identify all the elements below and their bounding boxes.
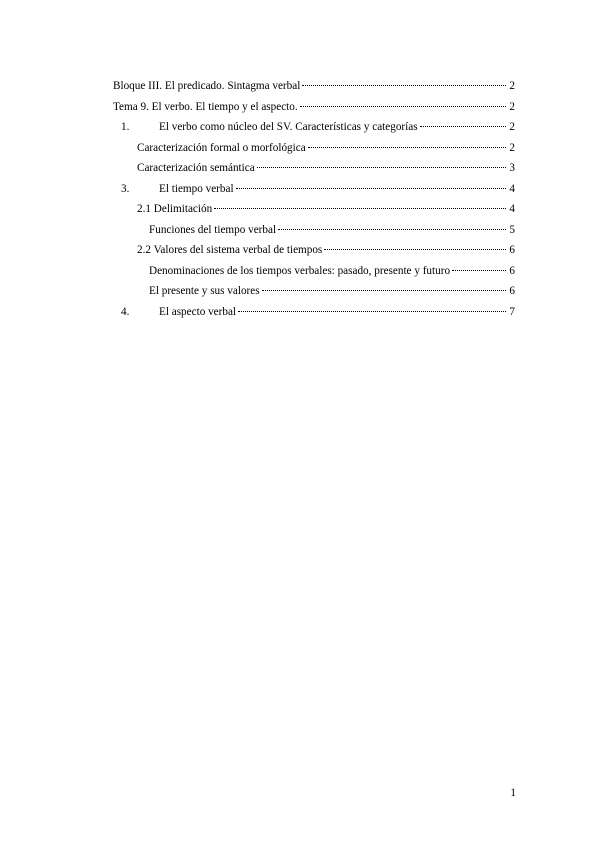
toc-entry[interactable]	[113, 302, 515, 323]
toc-entry-title: Bloque III. El predicado. Sintagma verbal	[113, 80, 301, 92]
toc-entry-title: El tiempo verbal	[159, 182, 234, 195]
toc-entry[interactable]	[113, 220, 515, 241]
toc-entry-page: 7	[509, 305, 515, 318]
toc-dot-leader	[324, 249, 506, 250]
toc-entry-number: 3.	[121, 182, 130, 195]
toc-entry[interactable]	[113, 281, 515, 302]
toc-entry-number: 1.	[121, 121, 130, 133]
toc-entry-page: 5	[509, 223, 515, 236]
toc-entry[interactable]	[113, 240, 515, 261]
toc-entry[interactable]	[113, 76, 515, 97]
toc-entry-title: El presente y sus valores	[149, 285, 260, 297]
toc-entry-page: 4	[509, 203, 515, 215]
toc-entry-page: 2	[509, 100, 515, 113]
toc-entry-title: Funciones del tiempo verbal	[149, 223, 277, 236]
toc-entry-title: Tema 9. El verbo. El tiempo y el aspecto.	[113, 100, 298, 113]
toc-entry-page: 2	[509, 141, 515, 154]
toc-entry[interactable]	[113, 261, 515, 282]
toc-entry[interactable]	[113, 138, 515, 159]
toc-dot-leader	[308, 147, 506, 148]
toc-dot-leader	[420, 126, 506, 127]
toc-entry-page: 4	[509, 182, 515, 195]
toc-dot-leader	[302, 85, 506, 86]
toc-entry-title: 2.2 Valores del sistema verbal de tiempos	[137, 244, 323, 256]
toc-entry-title: Denominaciones de los tiempos verbales: pasado, presente y futuro	[149, 264, 451, 277]
toc-entry-page: 6	[509, 264, 515, 277]
toc-entry[interactable]	[113, 199, 515, 220]
toc-dot-leader	[214, 208, 506, 209]
toc-entry-page: 2	[509, 121, 515, 133]
toc-entry-title: 2.1 Delimitación	[137, 203, 213, 215]
toc-dot-leader	[236, 188, 506, 189]
toc-dot-leader	[238, 311, 506, 312]
toc-entry[interactable]	[113, 158, 515, 179]
toc-dot-leader	[262, 290, 506, 291]
toc-entry-page: 2	[509, 80, 515, 92]
page-number: 1	[510, 787, 516, 799]
toc-entry-page: 6	[509, 285, 515, 297]
toc-entry-title: El aspecto verbal	[159, 305, 237, 318]
toc-entry-page: 3	[509, 162, 515, 174]
toc-dot-leader	[300, 106, 506, 107]
toc-entry-title: El verbo como núcleo del SV. Características y categorías	[159, 121, 418, 133]
toc-entry[interactable]	[113, 117, 515, 138]
toc-entry-title: Caracterización semántica	[137, 162, 255, 174]
toc-entry[interactable]	[113, 97, 515, 118]
toc-entry-title: Caracterización formal o morfológica	[137, 141, 306, 154]
toc-entry-number: 4.	[121, 305, 130, 318]
toc-dot-leader	[278, 229, 506, 230]
table-of-contents	[113, 76, 515, 322]
toc-entry[interactable]	[113, 179, 515, 200]
toc-dot-leader	[452, 270, 506, 271]
toc-dot-leader	[257, 167, 506, 168]
toc-entry-page: 6	[509, 244, 515, 256]
